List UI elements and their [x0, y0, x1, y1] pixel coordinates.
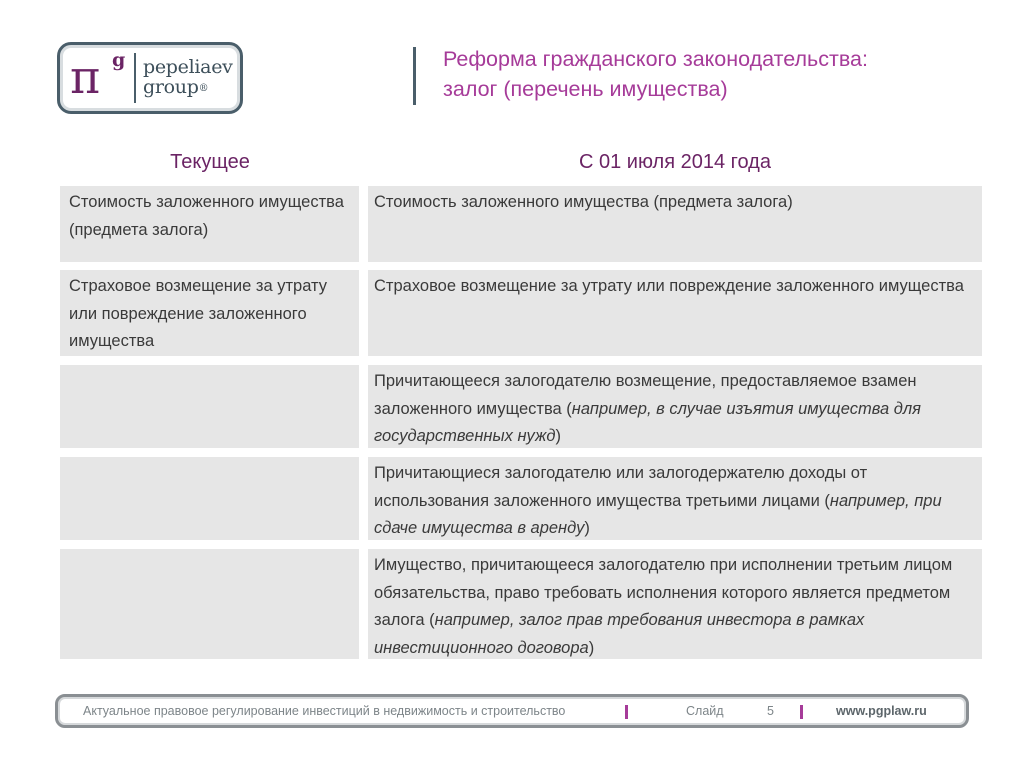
footer-caption: Актуальное правовое регулирование инвестиций в недвижимость и строительство	[83, 704, 566, 718]
company-logo	[57, 42, 243, 114]
slide-title-line-1: Реформа гражданского законодательства:	[443, 47, 868, 71]
table-cell-current-5	[60, 549, 359, 659]
slide-number: 5	[767, 704, 774, 718]
table-cell-current-1: Стоимость заложенного имущества (предмета залога)	[60, 186, 359, 262]
logo-word-pepeliaev: pepeliaev	[143, 56, 233, 78]
example-text: например, в случае изъятия имущества для государственных нужд	[374, 399, 921, 445]
logo-registered-mark: ®	[198, 83, 209, 94]
slide-title-line-2: залог (перечень имущества)	[443, 77, 728, 101]
footer-separator	[625, 705, 628, 719]
table-cell-new-2: Страховое возмещение за утрату или повреждение заложенного имущества	[368, 270, 982, 356]
logo-word-group: group®	[143, 76, 209, 98]
table-cell-new-3: Причитающееся залогодателю возмещение, предоставляемое взамен заложенного имущества (например, в случае изъятия имущества для государственных нужд)	[368, 365, 982, 448]
logo-divider	[134, 53, 136, 103]
column-header-new: С 01 июля 2014 года	[579, 151, 771, 173]
slide-label: Слайд	[686, 704, 724, 718]
table-cell-new-1: Стоимость заложенного имущества (предмета залога)	[368, 186, 982, 262]
table-cell-new-4: Причитающиеся залогодателю или залогодержателю доходы от использования заложенного имущества третьими лицами (например, при сдаче имущества в аренду)	[368, 457, 982, 540]
title-accent-bar	[413, 47, 416, 105]
table-cell-current-2: Страховое возмещение за утрату или повреждение заложенного имущества	[60, 270, 359, 356]
logo-superscript: g	[112, 49, 126, 71]
logo-pi-symbol: π	[70, 50, 101, 104]
example-text: например, залог прав требования инвестора в рамках инвестиционного договора	[374, 611, 865, 657]
example-text: например, при сдаче имущества в аренду	[374, 491, 942, 537]
column-header-current: Текущее	[170, 151, 250, 173]
table-cell-current-4	[60, 457, 359, 540]
table-cell-current-3	[60, 365, 359, 448]
website-link[interactable]: www.pgplaw.ru	[836, 704, 927, 718]
table-cell-new-5: Имущество, причитающееся залогодателю при исполнении третьим лицом обязательства, право требовать исполнения которого является предметом залога (например, залог прав требования инвестора в рамках инвестиционного договора)	[368, 549, 982, 659]
footer-bar	[55, 694, 969, 728]
footer-separator	[800, 705, 803, 719]
slide-title	[443, 44, 1003, 104]
